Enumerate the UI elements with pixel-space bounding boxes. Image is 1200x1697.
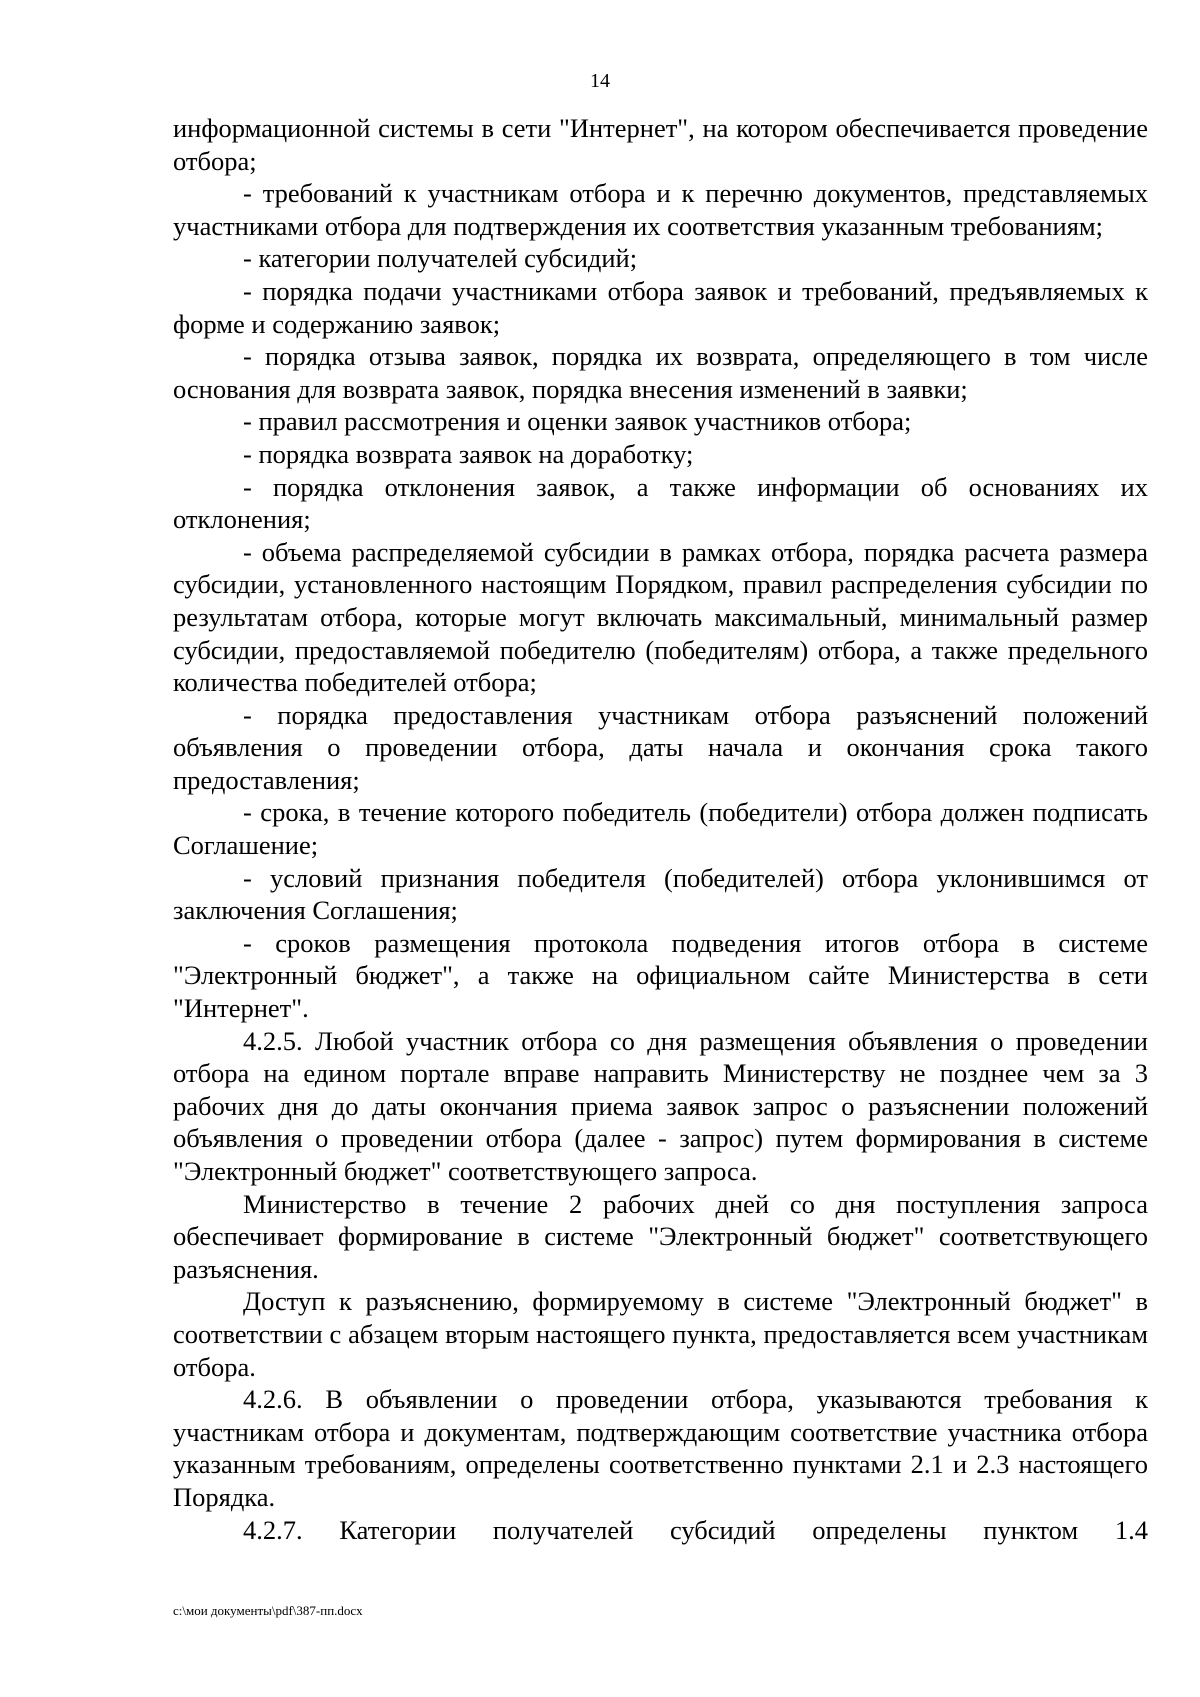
paragraph: - порядка отклонения заявок, а также информации об основаниях их отклонения; [173, 471, 1148, 535]
paragraph: - правил рассмотрения и оценки заявок участников отбора; [243, 406, 912, 437]
paragraph: - порядка возврата заявок на доработку; [243, 438, 694, 469]
paragraph: - срока, в течение которого победитель (победители) отбора должен подписать Соглашение; [173, 797, 1148, 861]
paragraph: - условий признания победителя (победителей) отбора уклонившимся от заключения Соглашения; [173, 862, 1148, 926]
paragraph: информационной системы в сети "Интернет", на котором обеспечивается проведение отбора; [173, 113, 1148, 176]
document-body [173, 112, 1148, 1546]
paragraph: - категории получателей субсидий; [243, 243, 638, 274]
paragraph: Доступ к разъяснению, формируемому в системе "Электронный бюджет" в соответствии с абзацем вторым настоящего пункта, предоставляется всем участникам отбора. [173, 1286, 1148, 1382]
paragraph: - порядка подачи участниками отбора заявок и требований, предъявляемых к форме и содержанию заявок; [173, 275, 1148, 339]
paragraph: 4.2.6. В объявлении о проведении отбора, указываются требования к участникам отбора и документам, подтверждающим соответствие участника отбора указанным требованиям, определены соответственно пунктами 2.1 и 2.3 настоящего Порядка. [173, 1384, 1148, 1512]
page-number: 14 [590, 70, 610, 92]
paragraph: - порядка предоставления участникам отбора разъяснений положений объявления о проведении отбора, даты начала и окончания срока такого предоставления; [173, 699, 1148, 795]
paragraph: - порядка отзыва заявок, порядка их возврата, определяющего в том числе основания для возврата заявок, порядка внесения изменений в заявки; [173, 341, 1148, 404]
paragraph: - объема распределяемой субсидии в рамках отбора, порядка расчета размера субсидии, установленного настоящим Порядком, правил распределения субсидии по результатам отбора, которые могут включать максимальный, минимальный размер субсидии, предоставляемой победителю (победителям) отбора, а также предельного количества победителей отбора; [173, 536, 1148, 698]
paragraph: 4.2.5. Любой участник отбора со дня размещения объявления о проведении отбора на едином портале вправе направить Министерству не позднее чем за 3 рабочих дня до даты окончания приема заявок запрос о разъяснении положений объявления о проведении отбора (далее - запрос) путем формирования в системе "Электронный бюджет" соответствующего запроса. [173, 1025, 1148, 1186]
paragraph: 4.2.7. Категории получателей субсидий определены пунктом 1.4 [243, 1514, 1148, 1545]
paragraph: - сроков размещения протокола подведения итогов отбора в системе "Электронный бюджет", а также на официальном сайте Министерства в сети "Интернет". [173, 927, 1148, 1024]
footer-file-path: c:\мои документы\pdf\387-пп.docx [173, 1603, 363, 1618]
paragraph: Министерство в течение 2 рабочих дней со дня поступления запроса обеспечивает формирование в системе "Электронный бюджет" соответствующего разъяснения. [173, 1188, 1148, 1284]
paragraph: - требований к участникам отбора и к перечню документов, представляемых участниками отбора для подтверждения их соответствия указанным требованиям; [173, 178, 1148, 241]
